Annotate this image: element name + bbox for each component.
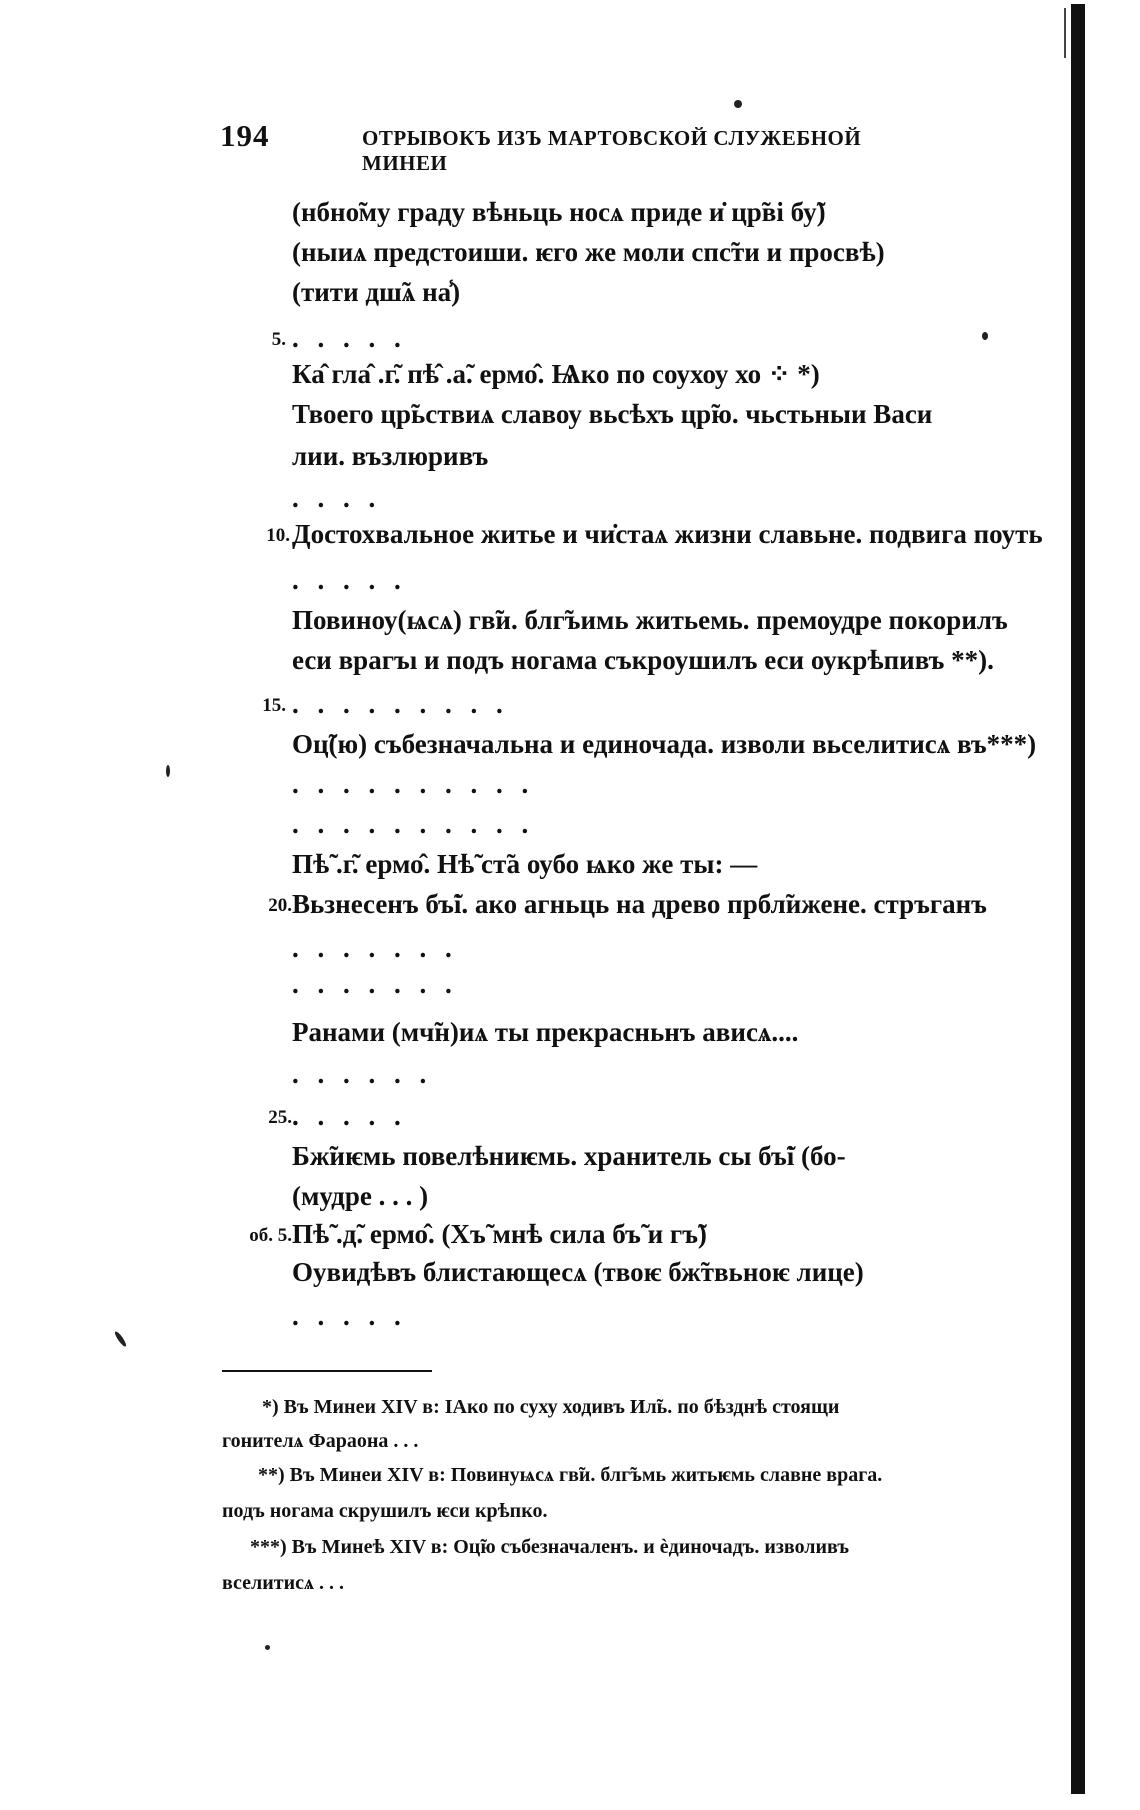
footnote-divider	[222, 1370, 432, 1372]
text-line: (нбно̃му граду вѣньць носѧ приде и̇ цр̃ві бу̃)	[292, 197, 826, 227]
text-line: Оц̃(ю) събезначальна и единочада. изволи вьселитисѧ въ***)	[292, 729, 1037, 759]
text-line: . . . . .	[292, 565, 407, 595]
text-line: . . . . . . . . . .	[292, 809, 535, 839]
text-line: (мудре . . . )	[292, 1181, 429, 1211]
page-number: 194	[220, 118, 270, 153]
text-line: . . . . . . .	[292, 933, 458, 963]
dust-speck	[113, 1330, 127, 1348]
text-line: Ка̂ гла̂ .г̃. пѣ̂ .а̃. ермо̂. Ѩко по соухоу хо ⁘ *)	[292, 359, 820, 389]
text-line: . . . . . . . . .	[292, 689, 509, 719]
text-line: . . . . .	[292, 323, 407, 353]
text-line: Вьзнесенъ бъ̃і. ако агньць на древо прбл̃ижене. стръганъ	[292, 889, 987, 919]
line-number: 20.	[268, 895, 292, 916]
dust-speck	[734, 100, 742, 108]
line-number: об. 5.	[249, 1225, 292, 1246]
text-line: . . . . .	[292, 1101, 407, 1131]
dust-speck	[166, 765, 170, 777]
text-line: . . . . . . .	[292, 969, 458, 999]
page-edge-line	[1064, 8, 1066, 58]
footnote-line: ***) Въ Минеѣ XIV в: Оц̃ю събезначаленъ. и ѐдиночадъ. изволивъ	[250, 1536, 850, 1558]
footnote-line: *) Въ Минеи XIV в: ІАко по суху ходивъ Ил̃ь. по бѣзднѣ стоящи	[262, 1396, 840, 1418]
page-header	[220, 118, 940, 175]
text-line: Оувидѣвъ блистающесѧ (твоѥ бж̃твьноѥ лице)	[292, 1257, 864, 1287]
line-number: 25.	[268, 1107, 292, 1128]
text-line: . . . . . . . . . .	[292, 769, 535, 799]
text-line: Пѣ̃ .д̃. ермо̂. (Хъ̃ мнѣ сила бъ̃ и гъ̃)	[292, 1219, 707, 1249]
running-title: ОТРЫВОКЪ ИЗЪ МАРТОВСКОЙ СЛУЖЕБНОЙ МИНЕИ	[362, 126, 862, 175]
dust-speck	[265, 1645, 270, 1650]
text-line: (тити дш̃ѧ на̾)	[292, 277, 461, 307]
text-line: лии. възлюривъ	[292, 441, 489, 471]
text-line: Ранами (мч̃н)иѧ ты прекрасньнъ ависѧ....	[292, 1017, 799, 1047]
text-line: . . . .	[292, 483, 382, 513]
line-number: 15.	[262, 695, 286, 716]
dust-speck	[982, 332, 988, 340]
footnote-line: подъ ногама скрушилъ ѥси крѣпко.	[222, 1500, 548, 1522]
page-edge-shadow	[1071, 4, 1085, 1794]
text-line: Бж̃иѥмь повелѣниѥмь. хранитель сы бъ̃і (бо-	[292, 1141, 846, 1171]
line-number: 10.	[266, 525, 290, 546]
footnote-line: вселитисѧ . . .	[222, 1572, 345, 1594]
text-line: . . . . .	[292, 1301, 407, 1331]
text-line: (ныиѧ предстоиши. ѥго же моли спс̃ти и просвѣ)	[292, 237, 885, 267]
footnote-line: гонителѧ Фараона . . .	[222, 1430, 419, 1452]
text-line: Твоего цр̃ьствиѧ славоу вьсѣхъ цр̃ю. чьстьныи Васи	[292, 399, 933, 429]
text-line: Повиноу(ѩсѧ) гв̃и. блг̃ъимь житьемь. премоудре покорилъ	[292, 605, 1008, 635]
text-line: . . . . . .	[292, 1059, 433, 1089]
text-line: Пѣ̃ .г̃. ермо̂. Нѣ̃ ст̃а оубо ѩко же ты: —	[292, 849, 758, 879]
text-line: Достохвальное житье и чи̇стаѧ жизни славьне. подвига поуть	[292, 519, 1043, 549]
line-number: 5.	[271, 329, 286, 350]
text-line: еси врагъı и подъ ногама съкроушилъ еси оукрѣпивъ **).	[292, 645, 994, 675]
footnote-line: **) Въ Минеи XIV в: Повинуѩсѧ гв̃и. блг̃ъмь житьѥмь славне врага.	[258, 1464, 883, 1486]
